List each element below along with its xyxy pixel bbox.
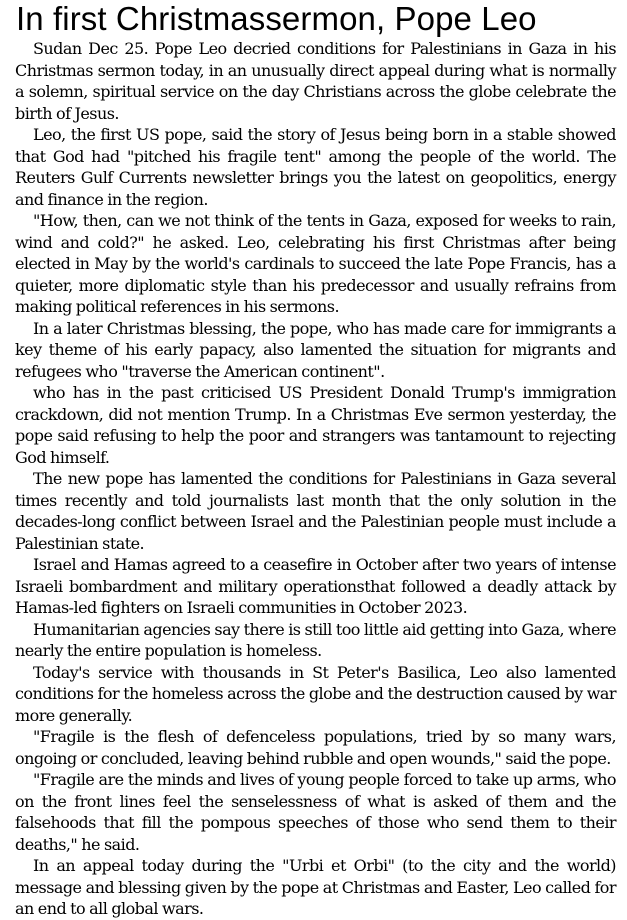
article-paragraph: "How, then, can we not think of the tents in Gaza, exposed for weeks to rain, wind and cold?" he asked. Leo, celebrating his first Christmas after being elected in May by the world's cardinals to succeed the late Pope Francis, has a quieter, more diplomatic style than his predecessor and usually refrains from making political references in his sermons. [15, 211, 616, 316]
article-body [15, 38, 616, 920]
article-headline: In first Christmassermon, Pope Leo [16, 0, 537, 37]
article-paragraph: Sudan Dec 25. Pope Leo decried conditions for Palestinians in Gaza in his Christmas sermon today, in an unusually direct appeal during what is normally a solemn, spiritual service on the day Christians across the globe celebrate the birth of Jesus. [15, 39, 616, 123]
article-paragraph: "Fragile are the minds and lives of young people forced to take up arms, who on the front lines feel the senselessness of what is asked of them and the falsehoods that fill the pompous speeches of those who send them to their deaths," he said. [15, 770, 616, 854]
article-paragraph: In a later Christmas blessing, the pope, who has made care for immigrants a key theme of his early papacy, also lamented the situation for migrants and refugees who "traverse the American continent". [15, 318, 616, 381]
article-paragraph: Leo, the first US pope, said the story of Jesus being born in a stable showed that God had "pitched his fragile tent" among the people of the world. The Reuters Gulf Currents newsletter brings you the latest on geopolitics, energy and finance in the region. [15, 125, 616, 209]
article-paragraph: "Fragile is the flesh of defenceless populations, tried by so many wars, ongoing or concluded, leaving behind rubble and open wounds," said the pope. [15, 727, 616, 768]
article-paragraph: Israel and Hamas agreed to a ceasefire in October after two years of intense Israeli bombardment and military operationsthat followed a deadly attack by Hamas-led fighters on Israeli communities in October 2023. [15, 555, 616, 617]
article-paragraph: Today's service with thousands in St Peter's Basilica, Leo also lamented conditions for the homeless across the globe and the destruction caused by war more generally. [15, 662, 616, 725]
article-paragraph: The new pope has lamented the conditions for Palestinians in Gaza several times recently and told journalists last month that the only solution in the decades-long conflict between Israel and the Palestinian people must include a Palestinian state. [15, 469, 616, 553]
article-paragraph: who has in the past criticised US President Donald Trump's immigration crackdown, did not mention Trump. In a Christmas Eve sermon yesterday, the pope said refusing to help the poor and strangers was tantamount to rejecting God himself. [15, 383, 616, 467]
article-paragraph: Humanitarian agencies say there is still too little aid getting into Gaza, where nearly the entire population is homeless. [15, 619, 616, 660]
article-paragraph: In an appeal today during the "Urbi et Orbi" (to the city and the world) message and blessing given by the pope at Christmas and Easter, Leo called for an end to all global wars. [15, 856, 616, 918]
